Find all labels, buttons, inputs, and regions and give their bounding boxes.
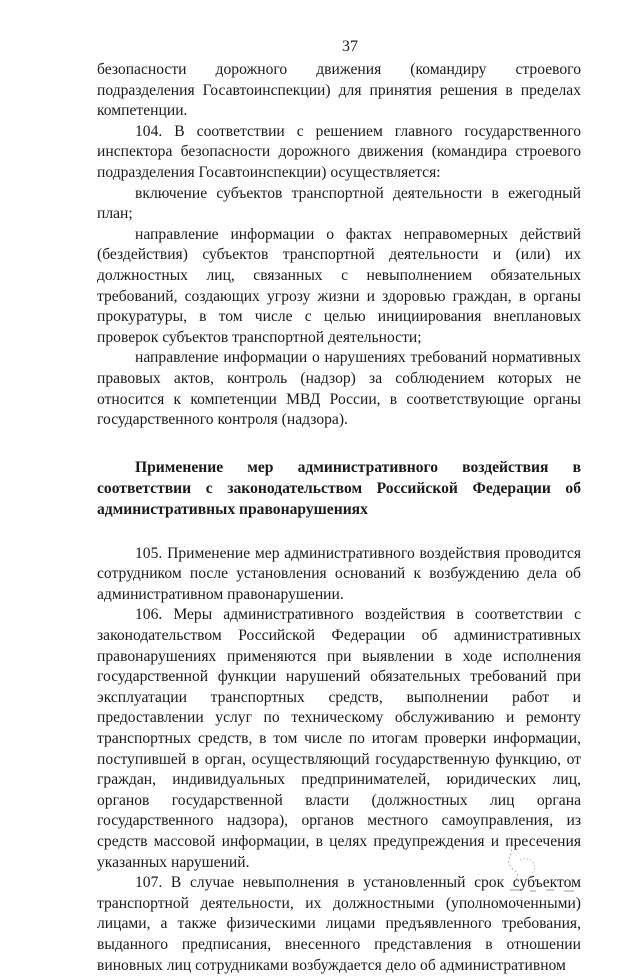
paragraph-104-item-2: направление информации о фактах неправомерных действий (бездействия) субъектов транспортной деятельности и (или) их должностных лиц, связанных с невыполнением обязательных требований, создающих угрозу жизни и здоровью граждан, в органы прокуратуры, в том числе с целью инициирования внеплановых проверок субъектов транспортной деятельности; (97, 225, 581, 346)
page-number: 37 (342, 38, 358, 55)
section-heading: Применение мер административного воздействия в соответствии с законодательством Российской Федерации об административных правонарушениях (97, 458, 581, 518)
paragraph-104-item-1: включение субъектов транспортной деятельности в ежегодный план; (97, 184, 581, 223)
paragraph-continuation: безопасности дорожного движения (командиру строевого подразделения Госавтоинспекции) для принятия решения в пределах компетенции. (97, 61, 581, 120)
paragraph-107: 107. В случае невыполнения в установленный срок субъектом транспортной деятельности, их должностными (уполномоченными) лицами, а также физическими лицами предъявленного требования, выданного предписания, внесенного представления в отношении виновных лиц сотрудниками возбуждается дело об административном (97, 874, 581, 974)
paragraph-106: 106. Меры административного воздействия в соответствии с законодательством Российской Федерации об административных правонарушениях применяются при выявлении в ходе исполнения государственной функции нарушений обязательных требований при эксплуатации транспортных средств, выполнении работ и предоставлении услуг по техническому обслуживанию и ремонту транспортных средств, в том числе по итогам проверки информации, поступившей в орган, осуществляющий государственную функцию, от граждан, индивидуальных предпринимателей, юридических лиц, органов государственной власти (должностных лиц органа государственного надзора), органов местного самоуправления, из средств массовой информации, в целях предупреждения и пресечения указанных нарушений. (97, 606, 581, 871)
paragraph-104: 104. В соответствии с решением главного государственного инспектора безопасности дорожного движения (командира строевого подразделения Госавтоинспекции) осуществляется: (97, 122, 581, 181)
paragraph-104-item-3: направление информации о нарушениях требований нормативных правовых актов, контроль (надзор) за соблюдением которых не относится к компетенции МВД России, в соответствующие органы государственного контроля (надзора). (97, 349, 581, 429)
paragraph-105: 105. Применение мер административного воздействия проводится сотрудником после установления оснований к возбуждению дела об административном правонарушении. (97, 544, 581, 603)
handwritten-mark-icon (490, 830, 610, 900)
